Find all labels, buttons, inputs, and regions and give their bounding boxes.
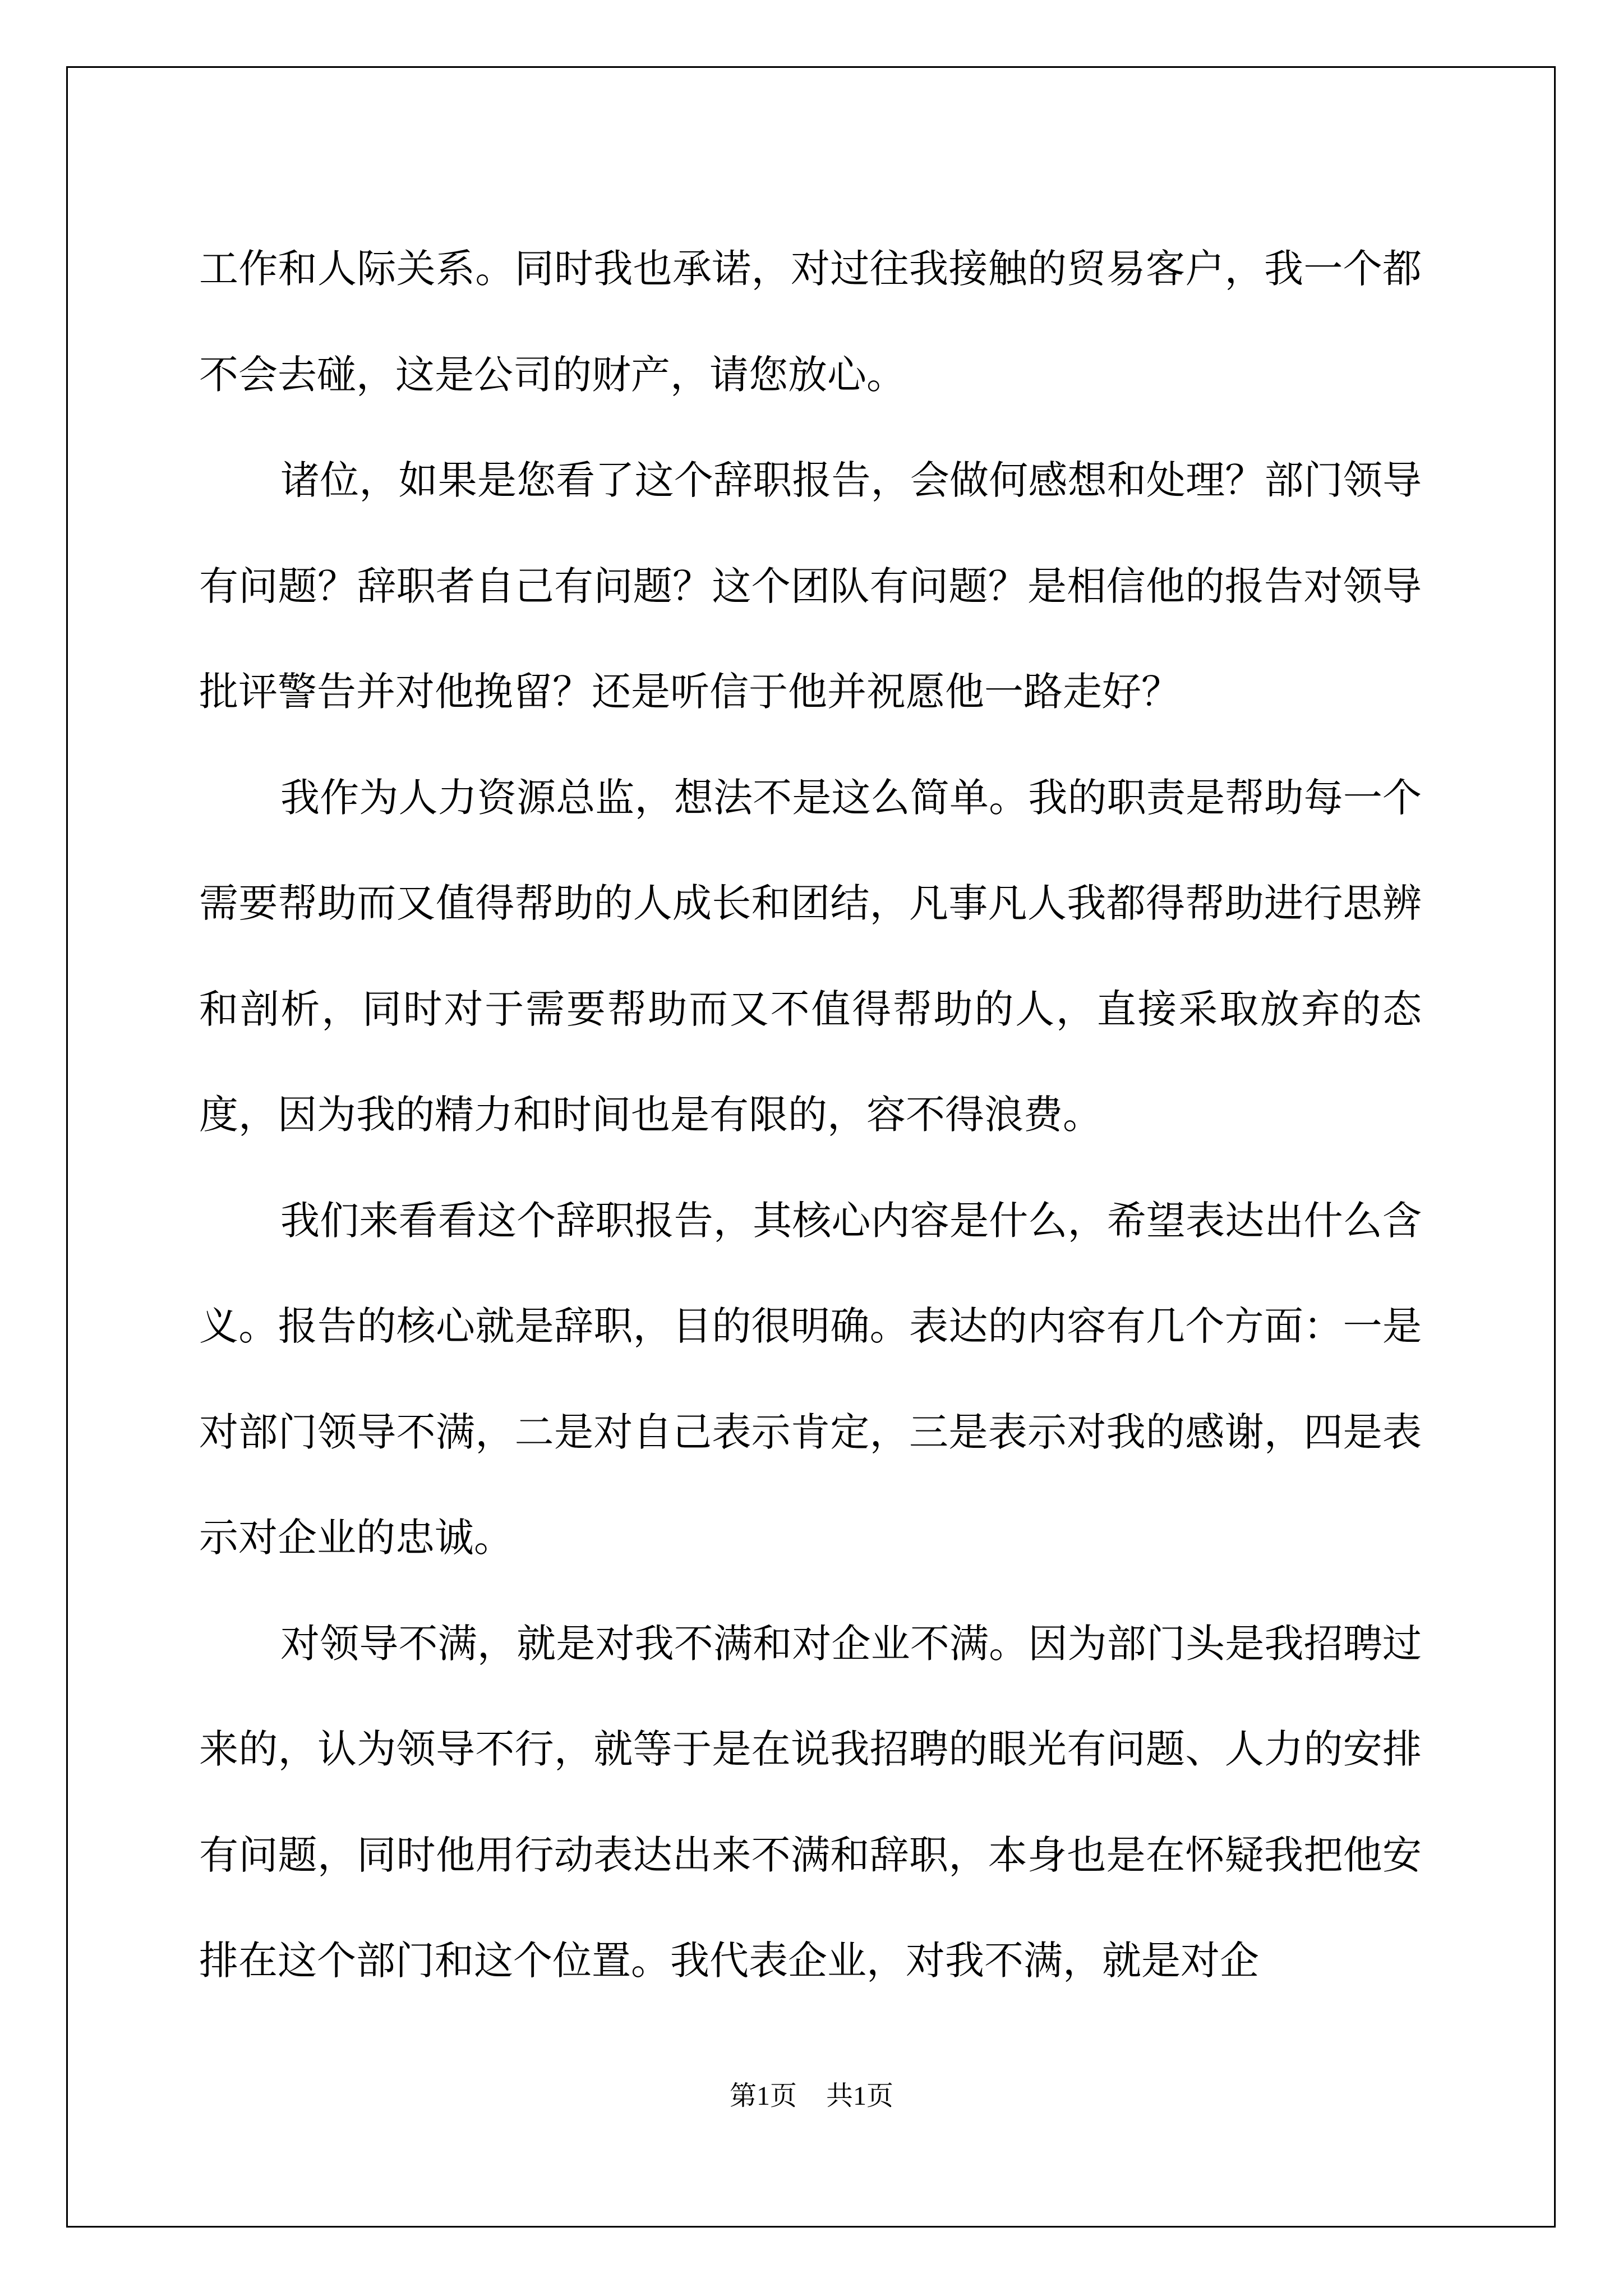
- page-total: 共1页: [826, 2081, 894, 2111]
- paragraph-1: 工作和人际关系。同时我也承诺，对过往我接触的贸易客户，我一个都不会去碰，这是公司的财产，请您放心。: [199, 246, 1422, 398]
- page-number: 第1页: [729, 2081, 797, 2111]
- paragraph-2: 诸位，如果是您看了这个辞职报告，会做何感想和处理？部门领导有问题？辞职者自己有问题？这个团队有问题？是相信他的报告对领导批评警告并对他挽留？还是听信于他并祝愿他一路走好？: [199, 457, 1422, 715]
- paragraph-4: 我们来看看这个辞职报告，其核心内容是什么，希望表达出什么含义。报告的核心就是辞职，目的很明确。表达的内容有几个方面：一是对部门领导不满，二是对自己表示肯定，三是表示对我的感谢，四是表示对企业的忠诚。: [199, 1197, 1422, 1561]
- page-footer: [0, 2074, 1623, 2113]
- document-body: [199, 216, 1422, 2014]
- paragraph-5: 对领导不满，就是对我不满和对企业不满。因为部门头是我招聘过来的，认为领导不行，就等于是在说我招聘的眼光有问题、人力的安排有问题，同时他用行动表达出来不满和辞职，本身也是在怀疑我把他安排在这个部门和这个位置。我代表企业，对我不满，就是对企: [199, 1620, 1422, 1984]
- paragraph-3: 我作为人力资源总监，想法不是这么简单。我的职责是帮助每一个需要帮助而又值得帮助的人成长和团结，凡事凡人我都得帮助进行思辨和剖析，同时对于需要帮助而又不值得帮助的人，直接采取放弃的态度，因为我的精力和时间也是有限的，容不得浪费。: [199, 774, 1422, 1138]
